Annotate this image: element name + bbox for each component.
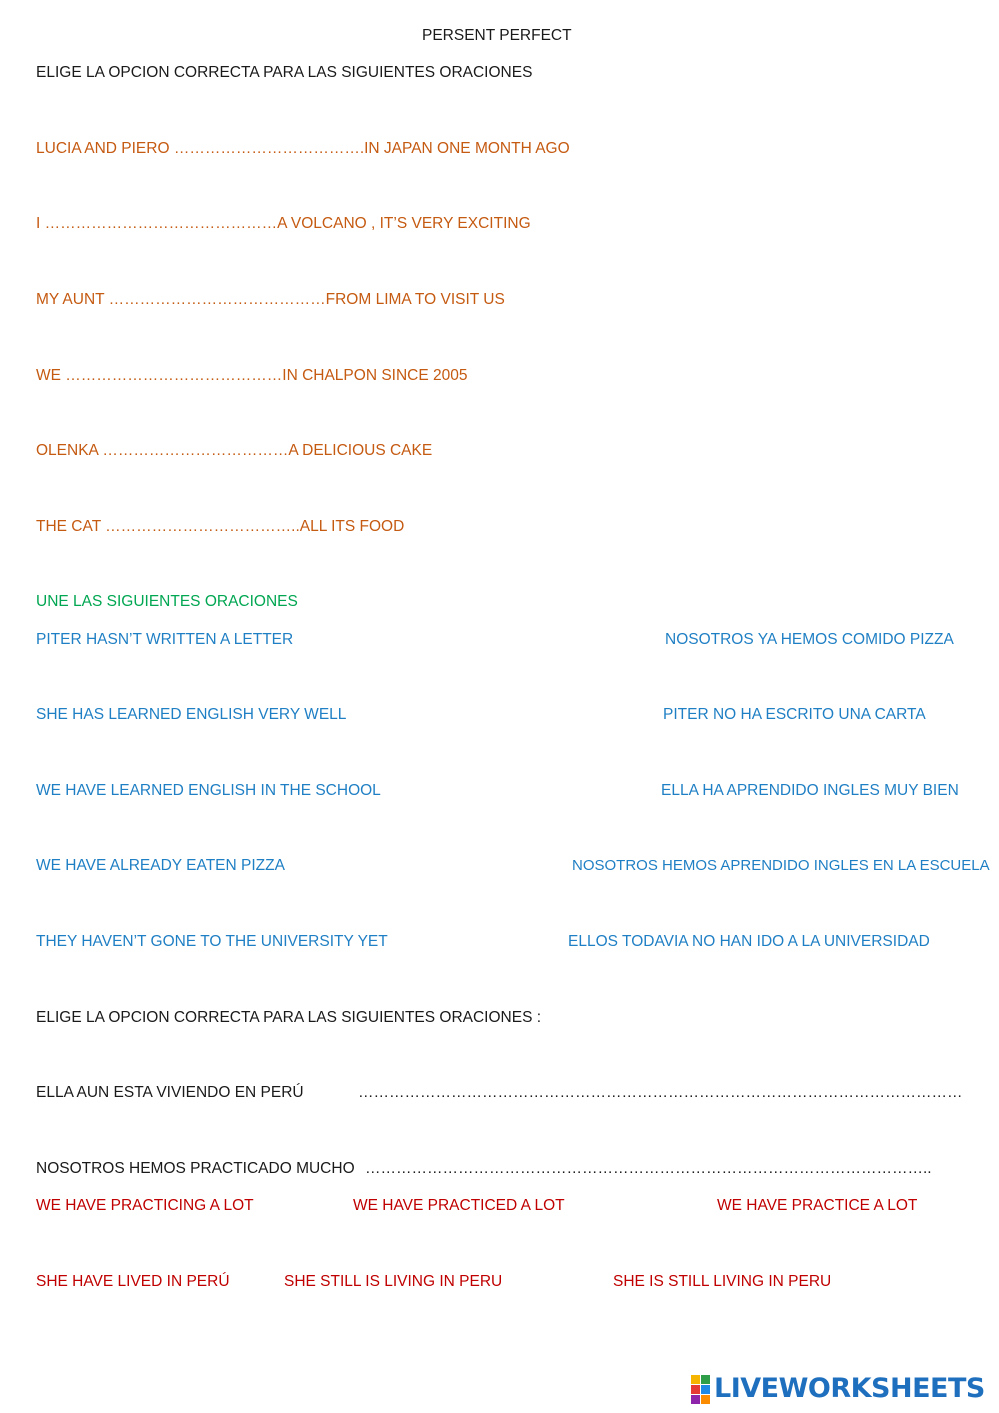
match-right-4: NOSOTROS HEMOS APRENDIDO INGLES EN LA ESCUELA — [572, 857, 990, 874]
page-title: PERSENT PERFECT — [422, 27, 572, 44]
prompt-1: ELLA AUN ESTA VIVIENDO EN PERÚ — [36, 1084, 304, 1101]
sentence-1: LUCIA AND PIERO ……………………………….IN JAPAN ONE MONTH AGO — [36, 140, 570, 157]
match-left-3: WE HAVE LEARNED ENGLISH IN THE SCHOOL — [36, 782, 381, 799]
sentence-5: OLENKA ………………………………A DELICIOUS CAKE — [36, 442, 433, 459]
match-right-3: ELLA HA APRENDIDO INGLES MUY BIEN — [661, 782, 959, 799]
match-right-2: PITER NO HA ESCRITO UNA CARTA — [663, 706, 926, 723]
sentence-2: I ………………………………………A VOLCANO , IT’S VERY EXCITING — [36, 215, 531, 232]
sentence-3: MY AUNT ……………………………………FROM LIMA TO VISIT US — [36, 291, 505, 308]
match-right-5: ELLOS TODAVIA NO HAN IDO A LA UNIVERSIDAD — [568, 933, 930, 950]
prompt-1-blank[interactable]: ……………………………………………………………………………………………………… — [358, 1084, 963, 1101]
section3-instruction: ELIGE LA OPCION CORRECTA PARA LAS SIGUIENTES ORACIONES : — [36, 1009, 542, 1026]
match-left-5: THEY HAVEN’T GONE TO THE UNIVERSITY YET — [36, 933, 388, 950]
logo-cube-icon — [691, 1375, 710, 1404]
option-1-2[interactable]: WE HAVE PRACTICED A LOT — [353, 1197, 565, 1214]
option-2-2[interactable]: SHE STILL IS LIVING IN PERU — [284, 1273, 503, 1290]
match-left-4: WE HAVE ALREADY EATEN PIZZA — [36, 857, 285, 874]
prompt-2: NOSOTROS HEMOS PRACTICADO MUCHO — [36, 1160, 355, 1177]
match-right-1: NOSOTROS YA HEMOS COMIDO PIZZA — [665, 631, 954, 648]
section2-instruction: UNE LAS SIGUIENTES ORACIONES — [36, 593, 298, 610]
prompt-2-blank[interactable]: ……………………………………………………………………………………………….. — [365, 1160, 932, 1177]
logo-text: LIVEWORKSHEETS — [714, 1373, 985, 1404]
option-1-1[interactable]: WE HAVE PRACTICING A LOT — [36, 1197, 254, 1214]
section1-instruction: ELIGE LA OPCION CORRECTA PARA LAS SIGUIENTES ORACIONES — [36, 64, 533, 81]
option-1-3[interactable]: WE HAVE PRACTICE A LOT — [717, 1197, 918, 1214]
sentence-6: THE CAT ………………………………..ALL ITS FOOD — [36, 518, 405, 535]
option-2-3[interactable]: SHE IS STILL LIVING IN PERU — [613, 1273, 832, 1290]
match-left-1: PITER HASN’T WRITTEN A LETTER — [36, 631, 294, 648]
option-2-1[interactable]: SHE HAVE LIVED IN PERÚ — [36, 1273, 230, 1290]
match-left-2: SHE HAS LEARNED ENGLISH VERY WELL — [36, 706, 347, 723]
liveworksheets-logo — [691, 1374, 985, 1404]
sentence-4: WE ……………………………………IN CHALPON SINCE 2005 — [36, 367, 468, 384]
